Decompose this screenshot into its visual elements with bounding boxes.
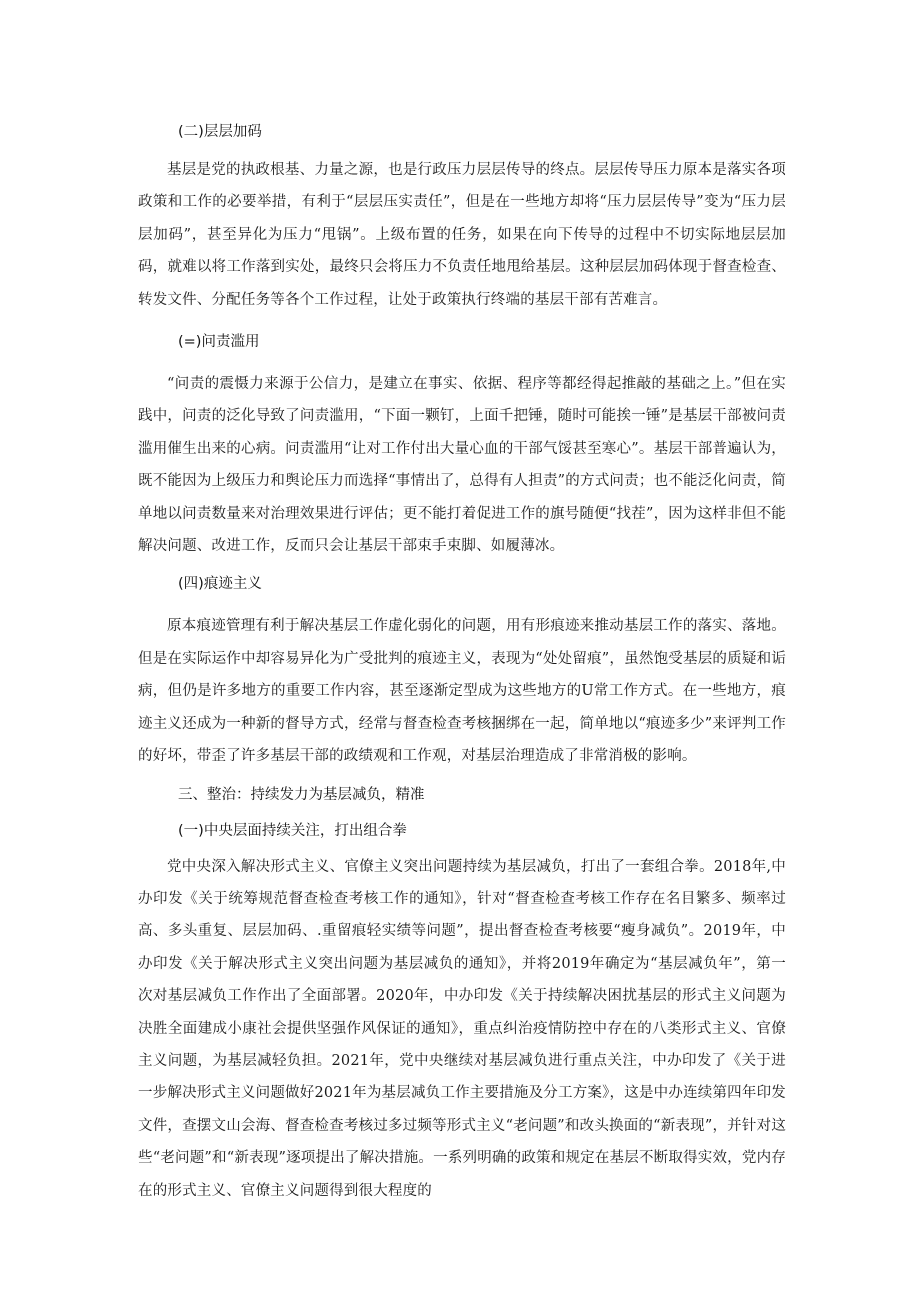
section-heading-accountability-abuse: (=)问责滥用 xyxy=(178,334,260,351)
paragraph-accountability-abuse: “问责的震慑力来源于公信力，是建立在事实、依据、程序等都经得起推敲的基础之上。”但在实践中，问责的泛化导致了问责滥用，“下面一颗钉，上面千把锤，随时可能挨一锤”是基层干部被问责滥用催生出来的心病。问责滥用“让对工作付出大量心血的干部气馁甚至寒心”。基层干部普遍认为，既不能因为上级压力和舆论压力而选择“事情出了，总得有人担责”的方式问责；也不能泛化问责，简单地以问责数量来对治理效果进行评估；更不能打着促进工作的旗号随便“找茬”，因为这样非但不能解决问题、改进工作，反而只会让基层干部束手束脚、如履薄冰。 xyxy=(138,376,786,555)
chapter-heading-remediation: 三、整治：持续发力为基层减负，精准 xyxy=(178,786,425,803)
document-page xyxy=(138,116,786,1207)
paragraph-central-attention: 党中央深入解决形式主义、官僚主义突出问题持续为基层减负，打出了一套组合拳。2018年,中办印发《关于统筹规范督查检查考核工作的通知》，针对“督查检查考核工作存在名目繁多、频率过高、多头重复、层层加码、.重留痕轻实绩等问题”，提出督查检查考核要“瘦身减负”。2019年，中办印发《关于解决形式主义突出问题为基层减负的通知》，并将2019年确定为“基层减负年”，第一次对基层减负工作作出了全面部署。2020年，中办印发《关于持续解决困扰基层的形式主义问题为决胜全面建成小康社会提供坚强作风保证的通知》，重点纠治疫情防控中存在的八类形式主义、官僚主义问题，为基层减轻负担。2021年，党中央继续对基层减负进行重点关注，中办印发了《关于进一步解决形式主义问题做好2021年为基层减负工作主要措施及分工方案》，这是中办连续第四年印发文件，查摆文山会海、督查检查考核过多过频等形式主义“老问题”和改头换面的“新表现”，并针对这些“老问题”和“新表现”逐项提出了解决措施。一系列明确的政策和规定在基层不断取得实效，党内存在的形式主义、官僚主义问题得到很大程度的 xyxy=(138,858,786,1199)
section-heading-layer-pressure: (二)层层加码 xyxy=(178,124,262,140)
paragraph-layer-pressure: 基层是党的执政根基、力量之源，也是行政压力层层传导的终点。层层传导压力原本是落实各项政策和工作的必要举措，有利于“层层压实责任”，但是在一些地方却将“压力层层传导”变为“压力层层加码”，甚至异化为压力“甩锅”。上级布置的任务，如果在向下传导的过程中不切实际地层层加码，就难以将工作落到实处，最终只会将压力不负责任地甩给基层。这种层层加码体现于督查检查、转发文件、分配任务等各个工作过程，让处于政策执行终端的基层干部有苦难言。 xyxy=(138,162,786,308)
paragraph-trace-ism: 原本痕迹管理有利于解决基层工作虚化弱化的问题，用有形痕迹来推动基层工作的落实、落地。但是在实际运作中却容易异化为广受批判的痕迹主义，表现为“处处留痕”，虽然饱受基层的质疑和诟病，但仍是许多地方的重要工作内容，甚至逐渐定型成为这些地方的U常工作方式。在一些地方，痕迹主义还成为一种新的督导方式，经常与督查检查考核捆绑在一起，简单地以“痕迹多少”来评判工作的好坏，带歪了许多基层干部的政绩观和工作观，对基层治理造成了非常消极的影响。 xyxy=(138,618,786,765)
section-heading-trace-ism: (四)痕迹主义 xyxy=(178,576,262,593)
section-heading-central-attention: (一)中央层面持续关注，打出组合拳 xyxy=(178,822,407,839)
